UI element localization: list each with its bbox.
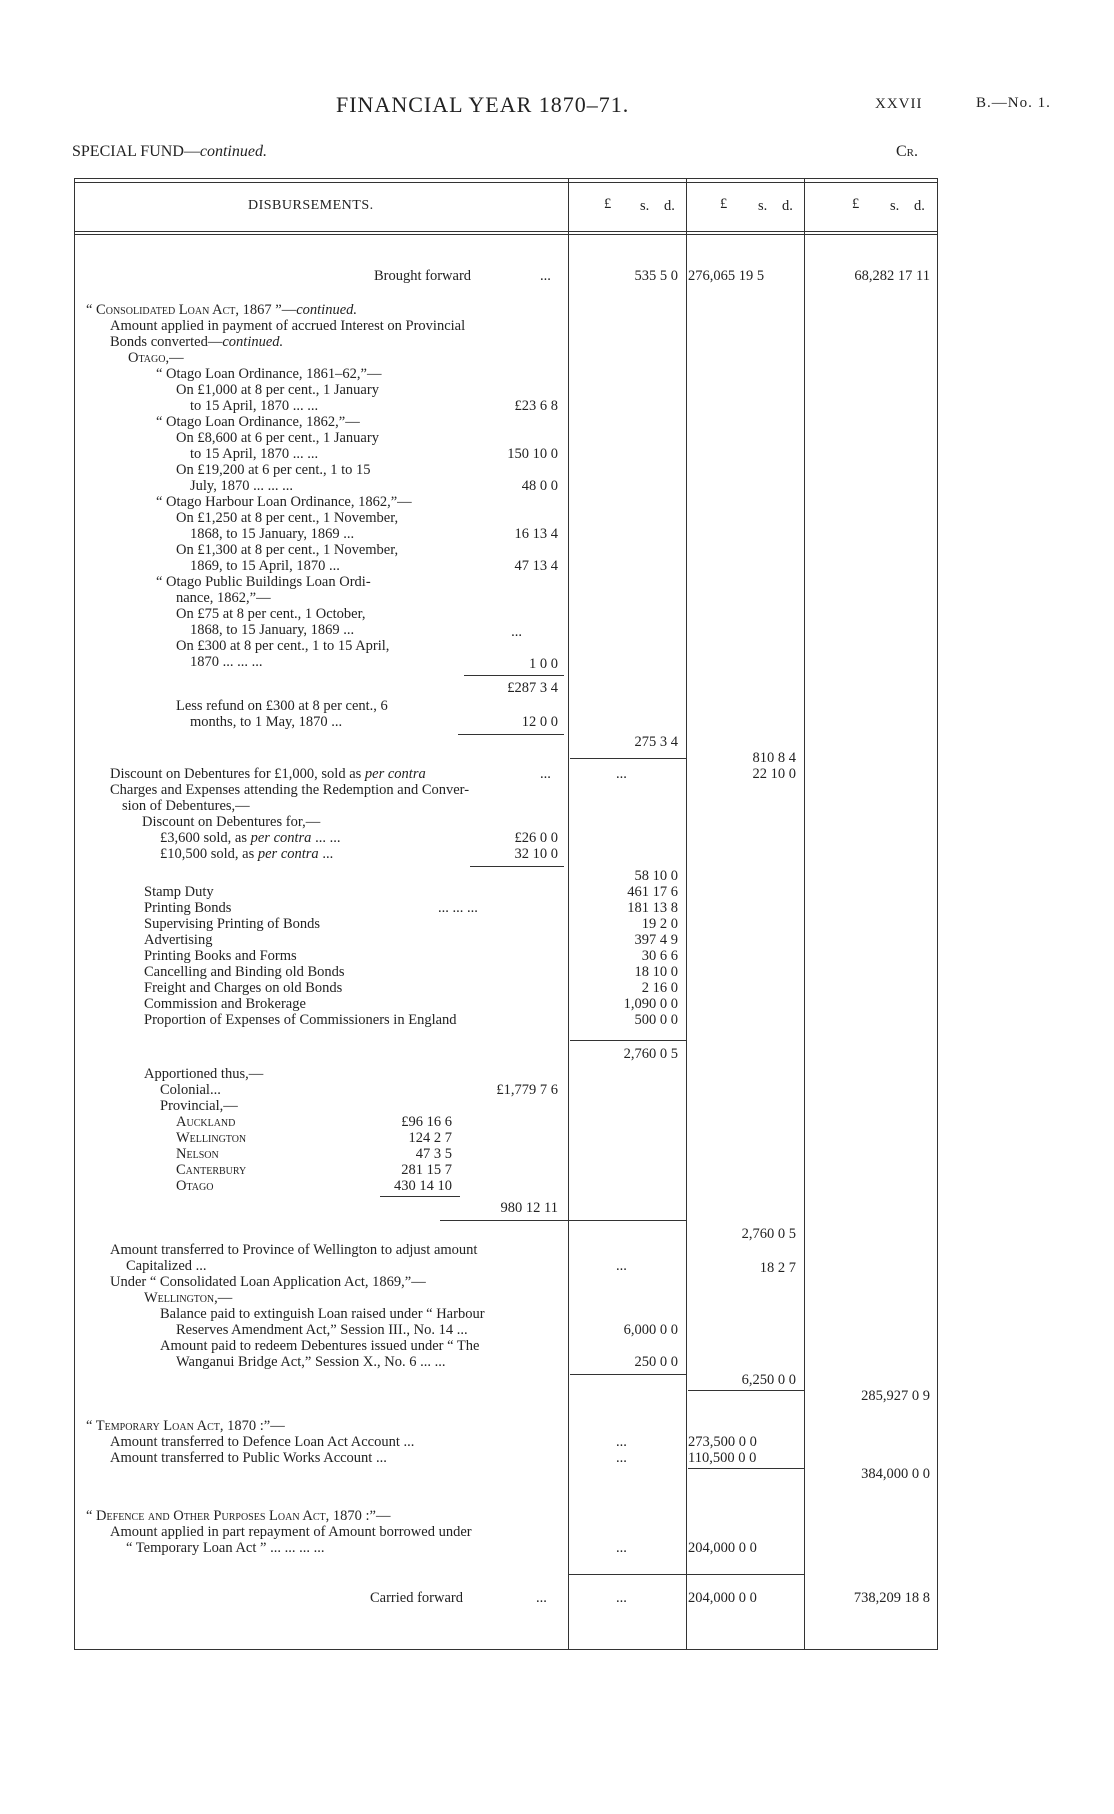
col2-pence: d. <box>782 198 793 214</box>
list-item-amount: 48 0 0 <box>521 478 558 494</box>
list-item: July, 1870 ... ... ... <box>190 478 293 494</box>
consolidated-total-c3: 285,927 0 9 <box>861 1388 930 1404</box>
list-item: 1868, to 15 January, 1869 ... <box>190 526 355 542</box>
temporary-row2-c1: ... <box>616 1450 627 1466</box>
charges-line3: Discount on Debentures for,— <box>142 814 321 830</box>
col2-pound: £ <box>720 196 728 212</box>
discount-item-1-text: £3,600 sold, as <box>160 830 251 846</box>
carried-forward-label: Carried forward <box>370 1590 463 1606</box>
list-item-amount: 430 14 10 <box>394 1178 452 1194</box>
defence-line1: Amount applied in part repayment of Amount borrowed under <box>110 1524 472 1540</box>
subtitle-italic: continued. <box>199 143 267 160</box>
consolidated-line1: Amount applied in payment of accrued Interest on Provincial <box>110 318 466 334</box>
col-divider-1 <box>568 178 569 1650</box>
consolidated-heading-italic: continued. <box>296 302 358 318</box>
list-item: “ Otago Public Buildings Loan Ordi- <box>156 574 371 590</box>
provincial-total: 980 12 11 <box>500 1200 558 1216</box>
list-item-amount: 281 15 7 <box>401 1162 452 1178</box>
discount-text: Discount on Debentures for £1,000, sold as <box>110 766 365 782</box>
defence-heading: “ Defence and Other Purposes Loan Act, 1870 :”— <box>86 1508 391 1524</box>
col1-shilling: s. <box>640 198 650 214</box>
col-divider-2 <box>686 178 687 1650</box>
balance-line2: Reserves Amendment Act,” Session III., No. 14 ... <box>176 1322 468 1338</box>
list-item: On £75 at 8 per cent., 1 October, <box>176 606 366 622</box>
carried-forward-c2: 204,000 0 0 <box>688 1590 757 1606</box>
temporary-row2-c2: 110,500 0 0 <box>688 1450 757 1466</box>
list-item: “ Otago Loan Ordinance, 1861–62,”— <box>156 366 382 382</box>
list-item: nance, 1862,”— <box>176 590 271 606</box>
transfer-line2: Capitalized ... <box>126 1258 207 1274</box>
discount-item-1-dots: ... ... <box>311 830 341 846</box>
table-row: Supervising Printing of Bonds <box>144 916 321 932</box>
table-row: Cancelling and Binding old Bonds <box>144 964 345 980</box>
interest-total-c2: 810 8 4 <box>752 750 796 766</box>
consolidated-line2-text: Bonds converted— <box>110 334 223 350</box>
list-item: Wellington <box>176 1130 247 1146</box>
left-border <box>74 178 75 1650</box>
table-top-rule <box>74 178 938 179</box>
charges-total-rule <box>570 1040 686 1041</box>
carried-forward-c3: 738,209 18 8 <box>853 1590 930 1606</box>
discount-item-2-amount: 32 10 0 <box>514 846 558 862</box>
table-row-amount: 461 17 6 <box>627 884 678 900</box>
column-header-disbursements: DISBURSEMENTS. <box>248 198 374 213</box>
table-row: Freight and Charges on old Bonds <box>144 980 343 996</box>
carried-rule <box>568 1574 804 1575</box>
carried-forward-c1: ... <box>616 1590 627 1606</box>
otago-heading: Otago,— <box>128 350 184 366</box>
colonial-amount: £1,779 7 6 <box>496 1082 558 1098</box>
list-item: On £1,000 at 8 per cent., 1 January <box>176 382 379 398</box>
discount-c2: 22 10 0 <box>752 766 796 782</box>
charges-line2: sion of Debentures,— <box>122 798 250 814</box>
table-row: Stamp Duty <box>144 884 214 900</box>
table-row-amount: 19 2 0 <box>641 916 678 932</box>
application-heading: Under “ Consolidated Loan Application Act, 1869,”— <box>110 1274 426 1290</box>
application-c2: 6,250 0 0 <box>741 1372 796 1388</box>
temporary-row1-c1: ... <box>616 1434 627 1450</box>
list-item-amount: 16 13 4 <box>514 526 558 542</box>
section-subtitle <box>72 143 267 161</box>
list-item: On £8,600 at 6 per cent., 1 January <box>176 430 379 446</box>
table-row: Printing Bonds <box>144 900 232 916</box>
list-item: On £1,250 at 8 per cent., 1 November, <box>176 510 399 526</box>
net-rule <box>570 758 686 759</box>
temporary-rule <box>688 1468 804 1469</box>
page-title: FINANCIAL YEAR 1870–71. <box>336 92 630 117</box>
col2-shilling: s. <box>758 198 768 214</box>
redeem-line1: Amount paid to redeem Debentures issued under “ The <box>160 1338 480 1354</box>
discount-line <box>110 766 426 783</box>
list-item: On £1,300 at 8 per cent., 1 November, <box>176 542 399 558</box>
discount-item-2-dots: ... <box>318 846 334 862</box>
table-top-rule-inner <box>74 182 938 183</box>
header-bottom-rule <box>74 231 938 232</box>
application-rule-c1 <box>570 1374 686 1375</box>
discount-item-2-italic: per contra <box>257 846 319 862</box>
defence-c2: 204,000 0 0 <box>688 1540 757 1556</box>
list-item: On £300 at 8 per cent., 1 to 15 April, <box>176 638 390 654</box>
apportioned-rule <box>440 1220 686 1221</box>
provincial-label: Provincial,— <box>160 1098 238 1114</box>
apportioned-heading: Apportioned thus,— <box>144 1066 264 1082</box>
provinces-rule <box>380 1196 460 1197</box>
col3-pence: d. <box>914 198 925 214</box>
consolidated-line2 <box>110 334 283 351</box>
table-row: Advertising <box>144 932 213 948</box>
temporary-heading: “ Temporary Loan Act, 1870 :”— <box>86 1418 285 1434</box>
col3-shilling: s. <box>890 198 900 214</box>
discount-items-rule <box>470 866 564 867</box>
list-item-amount: 47 3 5 <box>415 1146 452 1162</box>
table-row: Printing Books and Forms <box>144 948 297 964</box>
discount-item-1 <box>160 830 340 847</box>
list-item: “ Otago Loan Ordinance, 1862,”— <box>156 414 360 430</box>
charges-total: 2,760 0 5 <box>623 1046 678 1062</box>
page-number: XXVII <box>875 96 923 112</box>
list-item: 1869, to 15 April, 1870 ... <box>190 558 340 574</box>
table-row: Proportion of Expenses of Commissioners in England <box>144 1012 457 1028</box>
otago-subtotal: £287 3 4 <box>507 680 558 696</box>
table-row: Commission and Brokerage <box>144 996 306 1012</box>
table-row-amount: 1,090 0 0 <box>623 996 678 1012</box>
discount-item-1-italic: per contra <box>250 830 312 846</box>
table-row-amount: 397 4 9 <box>634 932 678 948</box>
refund-line2: months, to 1 May, 1870 ... <box>190 714 343 730</box>
consolidated-heading-text: “ Consolidated Loan Act, 1867 ”— <box>86 302 297 318</box>
col1-pound: £ <box>604 196 612 212</box>
list-item: Canterbury <box>176 1162 247 1178</box>
subtotal-rule <box>464 675 564 676</box>
defence-c1: ... <box>616 1540 627 1556</box>
redeem-amount: 250 0 0 <box>634 1354 678 1370</box>
transfer-line1: Amount transferred to Province of Wellington to adjust amount <box>110 1242 478 1258</box>
list-item: to 15 April, 1870 ... ... <box>190 398 319 414</box>
list-item: “ Otago Harbour Loan Ordinance, 1862,”— <box>156 494 412 510</box>
otago-net-c1: 275 3 4 <box>634 734 678 750</box>
discount-c1: ... <box>616 766 627 782</box>
list-item-amount: ... <box>511 624 522 640</box>
subtitle-text: SPECIAL FUND— <box>72 143 200 160</box>
discount-dots: ... <box>540 766 551 782</box>
list-item: Nelson <box>176 1146 219 1162</box>
application-rule-c2 <box>688 1390 804 1391</box>
table-row-amount: 18 10 0 <box>634 964 678 980</box>
list-item: Auckland <box>176 1114 236 1130</box>
brought-forward-c2: 276,065 19 5 <box>688 268 765 284</box>
col1-pence: d. <box>664 198 675 214</box>
wellington-heading: Wellington,— <box>144 1290 233 1306</box>
list-item-amount: £23 6 8 <box>514 398 558 414</box>
redeem-line2: Wanganui Bridge Act,” Session X., No. 6 ... ... <box>176 1354 446 1370</box>
brought-forward-label: Brought forward <box>374 268 472 284</box>
balance-amount: 6,000 0 0 <box>623 1322 678 1338</box>
brought-forward-dots: ... <box>540 268 551 284</box>
brought-forward-c3: 68,282 17 11 <box>854 268 930 284</box>
col3-pound: £ <box>852 196 860 212</box>
table-row-amount: 2 16 0 <box>641 980 678 996</box>
header-bottom-rule-inner <box>74 234 938 235</box>
discount-italic: per contra <box>364 766 426 782</box>
colonial-label: Colonial... <box>160 1082 221 1098</box>
list-item-amount: 124 2 7 <box>408 1130 452 1146</box>
temporary-total-c3: 384,000 0 0 <box>861 1466 930 1482</box>
temporary-row2: Amount transferred to Public Works Account ... <box>110 1450 387 1466</box>
table-bottom-rule <box>74 1649 938 1650</box>
list-item-amount: £96 16 6 <box>401 1114 452 1130</box>
list-item-amount: 47 13 4 <box>514 558 558 574</box>
refund-amount: 12 0 0 <box>521 714 558 730</box>
defence-line2: “ Temporary Loan Act ” ... ... ... ... <box>126 1540 325 1556</box>
list-item: On £19,200 at 6 per cent., 1 to 15 <box>176 462 371 478</box>
list-item: Otago <box>176 1178 214 1194</box>
leader-dots: ... ... ... <box>438 900 478 916</box>
table-row-amount: 500 0 0 <box>634 1012 678 1028</box>
refund-line1: Less refund on £300 at 8 per cent., 6 <box>176 698 388 714</box>
transfer-c2: 18 2 7 <box>759 1260 796 1276</box>
list-item: 1870 ... ... ... <box>190 654 263 670</box>
temporary-row1-c2: 273,500 0 0 <box>688 1434 757 1450</box>
balance-line1: Balance paid to extinguish Loan raised under “ Harbour <box>160 1306 485 1322</box>
credit-side-label: Cr. <box>896 143 919 160</box>
consolidated-heading <box>86 302 357 319</box>
right-border <box>937 178 938 1650</box>
carried-forward-dots: ... <box>536 1590 547 1606</box>
brought-forward-c1: 535 5 0 <box>634 268 678 284</box>
list-item: to 15 April, 1870 ... ... <box>190 446 319 462</box>
list-item: 1868, to 15 January, 1869 ... <box>190 622 355 638</box>
discount-item-2 <box>160 846 333 863</box>
apportioned-c2: 2,760 0 5 <box>741 1226 796 1242</box>
temporary-row1: Amount transferred to Defence Loan Act Account ... <box>110 1434 415 1450</box>
discount-items-total: 58 10 0 <box>634 868 678 884</box>
list-item-amount: 1 0 0 <box>529 656 558 672</box>
charges-line1: Charges and Expenses attending the Redemption and Conver- <box>110 782 470 798</box>
consolidated-line2-italic: continued. <box>222 334 284 350</box>
list-item-amount: 150 10 0 <box>507 446 558 462</box>
transfer-c1: ... <box>616 1258 627 1274</box>
col-divider-3 <box>804 178 805 1650</box>
discount-item-1-amount: £26 0 0 <box>514 830 558 846</box>
refund-rule <box>458 734 564 735</box>
table-row-amount: 181 13 8 <box>627 900 678 916</box>
discount-item-2-text: £10,500 sold, as <box>160 846 258 862</box>
table-row-amount: 30 6 6 <box>641 948 678 964</box>
document-ref: B.—No. 1. <box>976 95 1051 111</box>
